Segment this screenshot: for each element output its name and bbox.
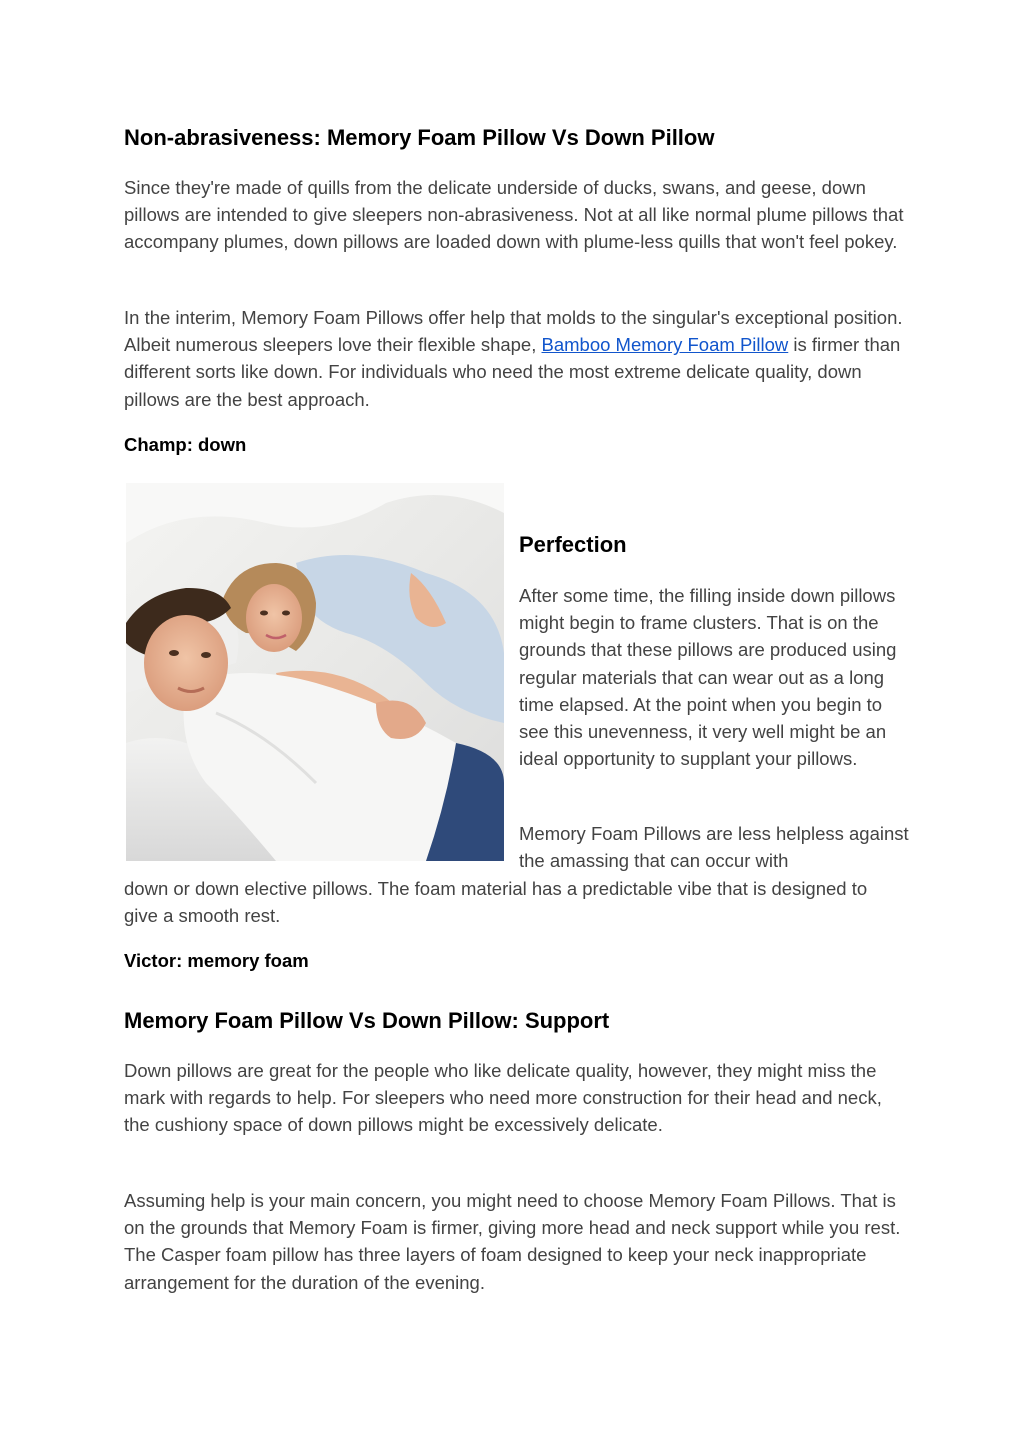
paragraph-memory-foam-firmer: Assuming help is your main concern, you might need to choose Memory Foam Pillows. That is on the grounds that Memory Foam is firmer, giving more head and neck support while you rest. The Casper foam pillow has three layers of foam designed to keep your neck inappropriate arrangement for the duration of the evening.	[124, 1190, 901, 1293]
section-heading-support: Memory Foam Pillow Vs Down Pillow: Support	[124, 1008, 610, 1033]
paragraph-down-clusters: After some time, the filling inside down pillows might begin to frame clusters. That is on the grounds that these pillows are produced using regular materials that can wear out as a long time elapsed. At the point when you begin to see this unevenness, it very well might be an ideal opportunity to supplant your pillows.	[519, 585, 897, 770]
paragraph-down-quills: Since they're made of quills from the delicate underside of ducks, swans, and geese, down pillows are intended to give sleepers non-abrasiveness. Not at all like normal plume pillows that accompany plumes, down pillows are loaded down with plume-less quills that won't feel pokey.	[124, 177, 904, 253]
verdict-victor-memory-foam: Victor: memory foam	[124, 950, 309, 971]
verdict-champ-down: Champ: down	[124, 434, 247, 455]
paragraph-memory-foam-support	[124, 304, 904, 413]
paragraph-memory-foam-amassing-end: down or down elective pillows. The foam material has a predictable vibe that is designed to give a smooth rest.	[124, 878, 868, 927]
couple-in-bed-photo	[126, 483, 504, 861]
section-heading-non-abrasiveness: Non-abrasiveness: Memory Foam Pillow Vs Down Pillow	[124, 125, 715, 150]
paragraph-text-after-link: is firmer than different sorts like down. For individuals who need the most extreme delicate quality, down pillows are the best approach.	[124, 334, 901, 410]
paragraph-text-before-link: In the interim, Memory Foam Pillows offer help that molds to the singular's exceptional position. Albeit numerous sleepers love their flexible shape,	[124, 307, 903, 356]
section-heading-perfection: Perfection	[519, 532, 627, 557]
bamboo-memory-foam-pillow-link[interactable]: Bamboo Memory Foam Pillow	[541, 334, 789, 356]
paragraph-memory-foam-amassing-start: Memory Foam Pillows are less helpless against the amassing that can occur with	[519, 823, 909, 872]
paragraph-down-support: Down pillows are great for the people who like delicate quality, however, they might miss the mark with regards to help. For sleepers who need more construction for their head and neck, the cushiony space of down pillows might be excessively delicate.	[124, 1060, 882, 1136]
